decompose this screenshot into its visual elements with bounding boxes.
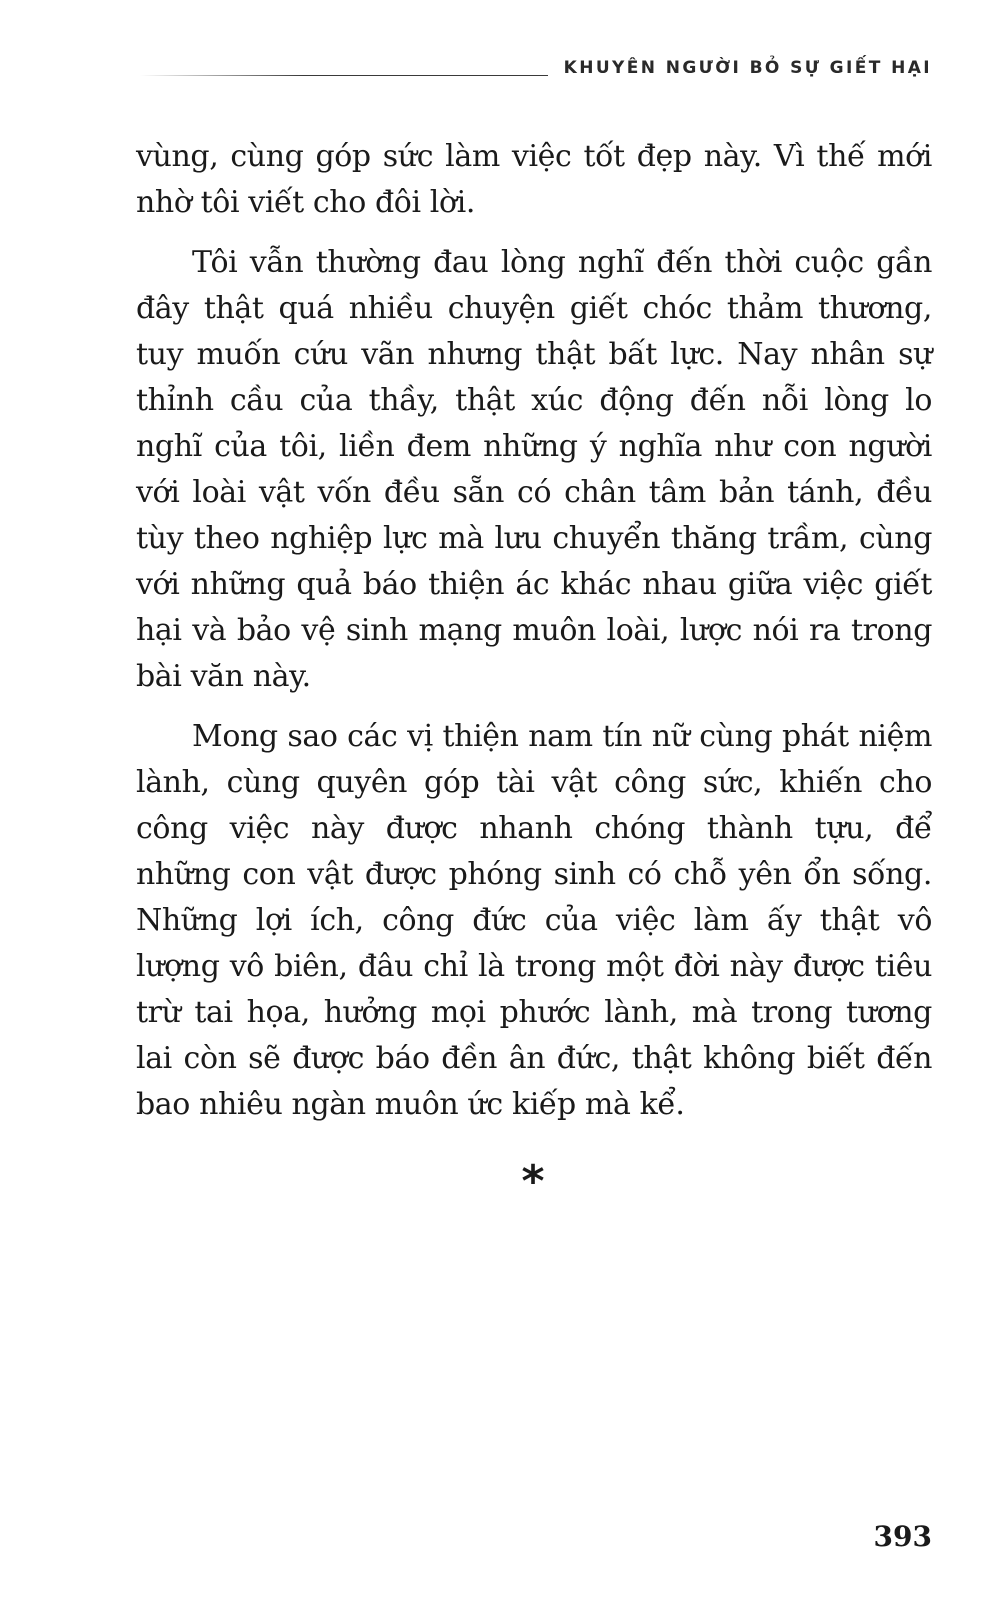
running-title: KHUYÊN NGƯỜI BỎ SỰ GIẾT HẠI [563,58,932,78]
header-rule [140,75,548,76]
running-header [140,58,932,88]
paragraph: Mong sao các vị thiện nam tín nữ cùng phát niệm lành, cùng quyên góp tài vật công sức, khiến cho công việc này được nhanh chóng thành tựu, để những con vật được phóng sinh có chỗ yên ổn sống. Những lợi ích, công đức của việc làm ấy thật vô lượng vô biên, đâu chỉ là trong một đời này được tiêu trừ tai họa, hưởng mọi phước lành, mà trong tương lai còn sẽ được báo đền ân đức, thật không biết đến bao nhiêu ngàn muôn ức kiếp mà kể. [136,719,932,1122]
section-break-asterisk: * [521,1156,545,1207]
paragraph: Tôi vẫn thường đau lòng nghĩ đến thời cuộc gần đây thật quá nhiều chuyện giết chóc thảm thương, tuy muốn cứu vãn nhưng thật bất lực. Nay nhân sự thỉnh cầu của thầy, thật xúc động đến nỗi lòng lo nghĩ của tôi, liền đem những ý nghĩa như con người với loài vật vốn đều sẵn có chân tâm bản tánh, đều tùy theo nghiệp lực mà lưu chuyển thăng trầm, cùng với những quả báo thiện ác khác nhau giữa việc giết hại và bảo vệ sinh mạng muôn loài, lược nói ra trong bài văn này. [136,245,932,694]
body-text [136,134,932,1142]
page-number: 393 [873,1520,932,1553]
paragraph-continuation: vùng, cùng góp sức làm việc tốt đẹp này. Vì thế mới nhờ tôi viết cho đôi lời. [136,139,932,220]
